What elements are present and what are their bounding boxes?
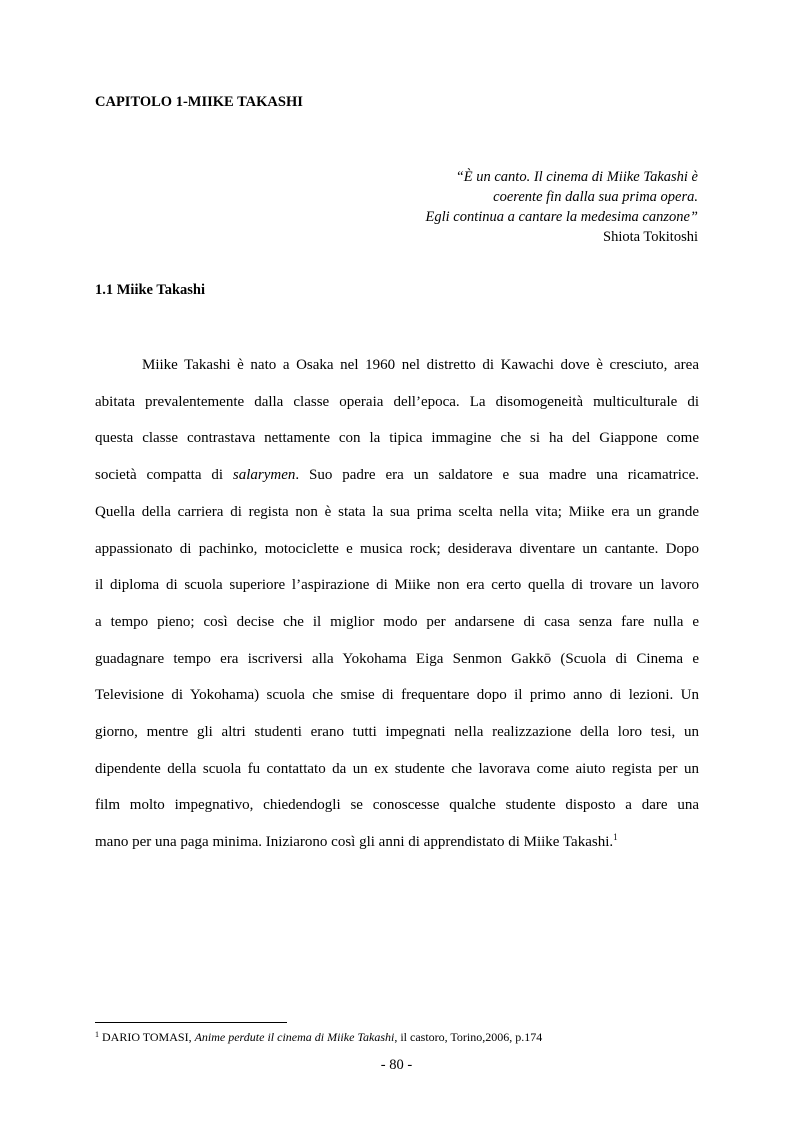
footnote-author: DARIO TOMASI, xyxy=(102,1030,195,1044)
section-title: 1.1 Miike Takashi xyxy=(95,282,205,298)
paragraph-line: dipendente della scuola fu contattato da un ex studente che lavorava come aiuto regista per un xyxy=(95,760,699,777)
footnote-reference[interactable]: 1 xyxy=(613,832,618,843)
paragraph-text: mano per una paga minima. Iniziarono così gli anni di apprendistato di Miike Takashi. xyxy=(95,834,614,851)
paragraph-line: Quella della carriera di regista non è stata la sua prima scelta nella vita; Miike era un grande xyxy=(95,503,699,520)
paragraph-line: appassionato di pachinko, motociclette e musica rock; desiderava diventare un cantante. Dopo xyxy=(95,540,699,557)
footnote-title: Anime perdute il cinema di Miike Takashi xyxy=(194,1030,395,1044)
paragraph-line: il diploma di scuola superiore l’aspirazione di Miike non era certo quella di trovare un lavoro xyxy=(95,577,699,594)
epigraph-author: Shiota Tokitoshi xyxy=(603,229,698,245)
paragraph-line: a tempo pieno; così decise che il miglior modo per andarsene di casa senza fare nulla e xyxy=(95,613,699,630)
footnote-divider xyxy=(95,1022,287,1023)
paragraph-line: film molto impegnativo, chiedendogli se conoscesse qualche studente disposto a dare una xyxy=(95,797,699,814)
paragraph-line: abitata prevalentemente dalla classe operaia dell’epoca. La disomogeneità multiculturale di xyxy=(95,393,699,410)
paragraph-line: Televisione di Yokohama) scuola che smise di frequentare dopo il primo anno di lezioni. Un xyxy=(95,687,699,704)
paragraph-text: società compatta di xyxy=(95,467,233,484)
paragraph-line: Miike Takashi è nato a Osaka nel 1960 nel distretto di Kawachi dove è cresciuto, area xyxy=(142,357,699,373)
epigraph-line: Egli continua a cantare la medesima canzone” xyxy=(425,209,698,225)
footnote-marker: 1 xyxy=(95,1030,99,1039)
footnote xyxy=(95,1030,542,1045)
paragraph-text: . Suo padre era un saldatore e sua madre una ricamatrice. xyxy=(295,467,700,484)
page-number: - 80 - xyxy=(380,1057,413,1073)
paragraph-line xyxy=(95,457,699,494)
paragraph-line: questa classe contrastava nettamente con la tipica immagine che si ha del Giappone come xyxy=(95,430,699,447)
footnote-details: , il castoro, Torino,2006, p.174 xyxy=(394,1030,543,1044)
epigraph-line: coerente fin dalla sua prima opera. xyxy=(493,189,698,205)
italic-term: salarymen xyxy=(232,467,296,484)
epigraph xyxy=(278,167,698,247)
body-paragraph xyxy=(95,347,699,861)
paragraph-line xyxy=(95,824,699,861)
chapter-title: CAPITOLO 1-MIIKE TAKASHI xyxy=(95,94,303,110)
epigraph-line: “È un canto. Il cinema di Miike Takashi è xyxy=(455,169,698,185)
paragraph-line: guadagnare tempo era iscriversi alla Yokohama Eiga Senmon Gakkō (Scuola di Cinema e xyxy=(95,650,699,667)
paragraph-line: giorno, mentre gli altri studenti erano tutti impegnati nella realizzazione della loro tesi, un xyxy=(95,724,699,741)
